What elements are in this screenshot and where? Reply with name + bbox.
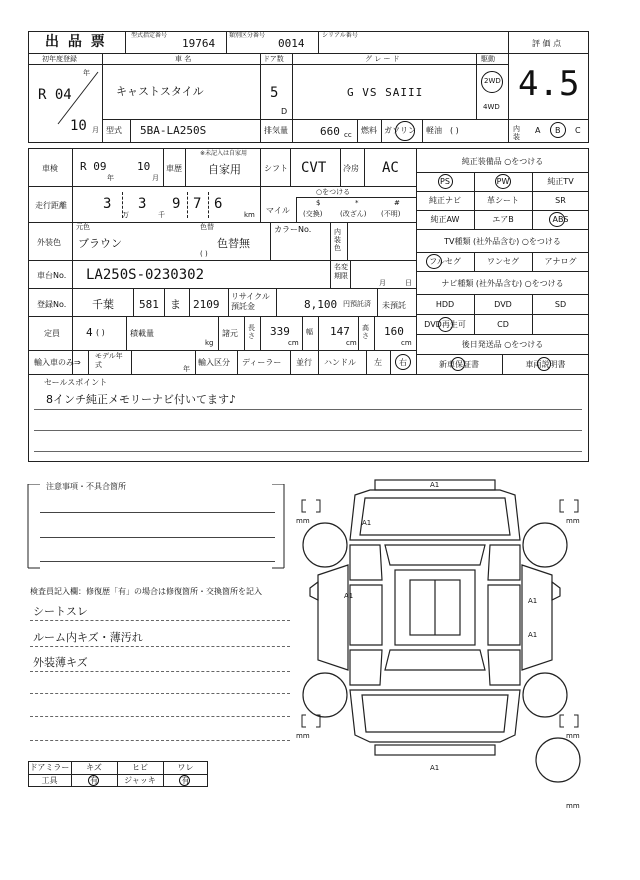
import-year-unit: 年 [183, 365, 190, 373]
equip-abs-circle [549, 212, 565, 227]
color-code-label: カラーNo. [274, 225, 312, 234]
shift-value: CVT [301, 160, 327, 176]
tv-type-label: TV種類 (社外品含む) ○をつける [444, 237, 561, 246]
height-label: 高さ [362, 324, 369, 340]
equip-abs: ABS [552, 215, 569, 224]
recycle-amount: 8,100 [304, 298, 338, 311]
genuine-equipment-label: 純正装備品 ○をつける [461, 157, 544, 166]
tyre-mm-front-right: mm [566, 517, 580, 525]
original-color-label: 元色 [76, 223, 90, 231]
chassis-value: LA250S-0230302 [86, 267, 205, 283]
tyre-mm-rear-left: mm [296, 732, 310, 740]
height-cm-unit: cm [401, 339, 412, 347]
color-value: ブラウン [78, 237, 122, 250]
color-change-value: 色替無 [217, 237, 250, 250]
first-reg-diagonal [28, 64, 102, 143]
equip-airbag: エアB [492, 215, 514, 224]
model-year-label: モデル年式 [95, 352, 123, 369]
legend-break: ワレ [177, 763, 194, 772]
navi-dvd: DVD [494, 300, 512, 309]
navi-type-label: ナビ種類 (社外品含む) ○をつける [441, 279, 564, 288]
load-kg-unit: kg [205, 339, 214, 347]
navi-dvd-playback: DVD再生可 [424, 320, 466, 329]
aircon-label: 冷房 [343, 164, 359, 173]
handle-right-circle [395, 354, 411, 370]
legend-jack-present: 有 [181, 776, 190, 785]
reg-kana: ま [170, 298, 181, 311]
later-warranty-circle [451, 357, 465, 371]
fuel-other: ( ) [450, 126, 459, 135]
meter-mark-note: ○をつける [316, 188, 351, 196]
legend-tools-present: 有 [90, 776, 98, 785]
later-shipping-label: 後日発送品 ○をつける [461, 340, 544, 349]
shaken-year-unit: 年 [107, 174, 114, 182]
interior-a: A [535, 126, 541, 135]
first-reg-label: 初年度登録 [42, 55, 77, 63]
mileage-digit-2: 3 [138, 196, 147, 212]
equip-genuine-aw: 純正AW [430, 215, 460, 224]
doors-suffix: D [281, 107, 288, 116]
later-vehicle-manual: 車両説明書 [525, 360, 566, 369]
reg-area: 千葉 [92, 298, 114, 311]
history-note: ※未記入は自家用 [200, 150, 248, 157]
notes-bracket [26, 484, 288, 569]
tyre-mm-rear-right: mm [566, 732, 580, 740]
length-label: 長さ [248, 324, 255, 340]
history-label: 車歴 [166, 164, 182, 173]
name-change-month: 月 [379, 279, 386, 287]
grade-label: グ レ ー ド [365, 55, 400, 63]
length-value: 339 [270, 325, 290, 338]
legend-jack: ジャッキ [124, 776, 156, 785]
tv-oneseg: ワンセグ [487, 257, 519, 266]
mileage-digit-3: 9 [172, 196, 181, 212]
car-damage-diagram [290, 470, 590, 810]
tv-fullseg-circle [426, 254, 442, 269]
height-value: 160 [384, 325, 404, 338]
equip-leather-seat: 革シート [487, 196, 519, 205]
legend-jack-circle [179, 775, 190, 786]
first-reg-month: 10 [70, 118, 87, 134]
legend-scratch: キズ [86, 763, 102, 772]
width-label: 幅 [306, 328, 313, 336]
reg-class: 581 [139, 298, 159, 311]
damage-mark-right-side-2: A1 [528, 631, 538, 639]
unknown-label: (不明) [381, 210, 401, 218]
tyre-mm-spare: mm [566, 802, 580, 810]
serial-no-label: シリアル番号 [322, 32, 358, 39]
chassis-label: 車台No. [37, 271, 67, 280]
category-no-value: 0014 [278, 37, 305, 50]
navi-sd: SD [554, 300, 567, 309]
recycle-label: リサイクル預託金 [231, 292, 270, 311]
tyre-mm-front-left: mm [296, 517, 310, 525]
handle-label: ハンドル [324, 358, 356, 367]
displacement-value: 660 [320, 125, 340, 138]
category-no-label: 類別区分番号 [229, 32, 266, 39]
length-cm-unit: cm [288, 339, 299, 347]
fuel-light-oil: 軽油 [426, 126, 442, 135]
damage-mark-rear: A1 [430, 764, 440, 772]
sales-point-text: 8インチ純正メモリーナビ付いてます♪ [46, 393, 237, 406]
later-manual-circle [537, 357, 551, 371]
history-value: 自家用 [208, 163, 241, 176]
type-no-label: 型式指定番号 [131, 32, 168, 39]
inspector-note-3: 外装薄キズ [33, 656, 88, 669]
legend-tools: 工具 [41, 776, 58, 785]
form-title: 出 品 票 [45, 34, 107, 50]
name-change-day: 日 [405, 279, 412, 287]
capacity-label: 定員 [44, 329, 60, 338]
width-value: 147 [330, 325, 350, 338]
displacement-label: 排気量 [264, 126, 288, 135]
equip-ps-circle [438, 174, 453, 189]
exchange-mark: $ [316, 199, 321, 207]
first-reg-year-unit: 年 [83, 69, 90, 77]
mileage-digit-5: 6 [214, 196, 223, 212]
equip-ps: PS [440, 177, 450, 186]
type-no-value: 19764 [182, 37, 216, 50]
import-label: 輸入車のみ⇒ [34, 358, 81, 367]
shaken-label: 車検 [42, 164, 58, 173]
navi-cd: CD [497, 320, 509, 329]
inspector-note-1: シートスレ [33, 605, 88, 618]
drive-2wd: 2WD [484, 77, 501, 85]
exchange-label: (交換) [303, 210, 323, 218]
grade-value: G VS SAIII [347, 86, 424, 99]
capacity-value: 4 [86, 326, 93, 339]
inspector-note-2: ルーム内キズ・薄汚れ [33, 631, 143, 644]
shaken-month: 10 [137, 160, 151, 173]
mileage-sen-unit: 千 [158, 211, 165, 219]
equip-pw-circle [495, 174, 511, 189]
notes-label: 注意事項・不具合箇所 [46, 482, 126, 491]
km-unit: km [244, 211, 255, 219]
first-reg-month-unit: 月 [92, 126, 99, 134]
damage-mark-right-side-1: A1 [528, 597, 538, 605]
damage-mark-left-side: A1 [344, 592, 354, 600]
reg-label: 登録No. [37, 300, 67, 309]
recycle-unpaid: 未預託 [382, 301, 406, 310]
mileage-digit-4: 7 [193, 196, 202, 212]
score-value: 4.5 [518, 64, 580, 104]
drive-4wd: 4WD [483, 103, 500, 111]
tv-analog: アナログ [544, 257, 577, 266]
doors-label: ドア数 [263, 55, 284, 63]
interior-color-label: 内装色 [334, 228, 341, 252]
color-paren: ( ) [200, 250, 208, 258]
drive-label: 駆動 [481, 55, 495, 63]
fuel-label: 燃料 [361, 126, 377, 135]
unknown-mark: # [394, 199, 400, 207]
equip-sunroof: SR [555, 196, 566, 205]
inspector-label: 検査員記入欄：修復歴「有」の場合は修復箇所・交換箇所を記入 [30, 587, 262, 596]
color-change-label: 色替 [200, 223, 214, 231]
model-label: 型式 [106, 126, 122, 135]
car-name-label: 車 名 [175, 55, 192, 63]
cc-unit: cc [344, 131, 352, 139]
dealer-label: ディーラー [242, 358, 282, 367]
interior-c: C [575, 126, 581, 135]
sales-point-label: セールスポイント [44, 378, 108, 387]
shaken-month-unit: 月 [152, 174, 159, 182]
fuel-gasoline-circle [395, 121, 415, 141]
shift-label: シフト [264, 164, 288, 173]
equip-genuine-tv: 純正TV [547, 177, 574, 186]
recycle-suffix: 円預託済 [343, 300, 371, 308]
model-value: 5BA-LA250S [140, 124, 207, 137]
tamper-label: (改ざん) [340, 210, 367, 218]
navi-dvd-playback-circle [438, 317, 453, 332]
equip-pw: PW [496, 177, 510, 186]
car-name-value: キャストスタイル [116, 85, 204, 98]
load-label: 積載量 [130, 329, 154, 338]
damage-mark-front-left: A1 [362, 519, 372, 527]
reg-number: 2109 [193, 298, 220, 311]
shaken-year: R 09 [80, 160, 107, 173]
tv-fullseg: フルセグ [429, 257, 461, 266]
doors-value: 5 [270, 85, 279, 101]
mileage-digit-1: 3 [103, 196, 112, 212]
later-new-car-warranty: 新車保証書 [439, 360, 479, 369]
interior-label: 内装 [513, 125, 520, 141]
color-label: 外装色 [37, 238, 61, 247]
equip-genuine-navi: 純正ナビ [429, 196, 461, 205]
width-cm-unit: cm [346, 339, 357, 347]
damage-mark-front: A1 [430, 481, 440, 489]
legend-door-mirror: ドアミラー [29, 763, 70, 772]
legend-tools-circle [88, 775, 99, 786]
handle-left: 左 [374, 358, 382, 367]
mileage-label: 走行距離 [35, 201, 67, 210]
mileage-man-unit: 万 [122, 211, 129, 219]
name-change-label: 名変期限 [334, 263, 348, 280]
capacity-paren: ( ) [96, 328, 105, 337]
mile-label: マイル [266, 206, 290, 215]
score-label: 評 価 点 [532, 39, 562, 48]
import-class-label: 輸入区分 [198, 358, 230, 367]
parallel-label: 並行 [296, 358, 312, 367]
tamper-mark: * [355, 199, 359, 207]
interior-b-circle [550, 122, 566, 138]
fuel-gasoline: ガソリン [384, 126, 416, 135]
legend-crack: ヒビ [132, 763, 148, 772]
handle-right: 右 [399, 358, 407, 367]
aircon-value: AC [382, 160, 399, 176]
interior-b: B [555, 126, 561, 135]
first-reg-year: R 04 [38, 87, 72, 103]
navi-hdd: HDD [435, 300, 455, 309]
dims-label: 諸元 [222, 329, 238, 338]
